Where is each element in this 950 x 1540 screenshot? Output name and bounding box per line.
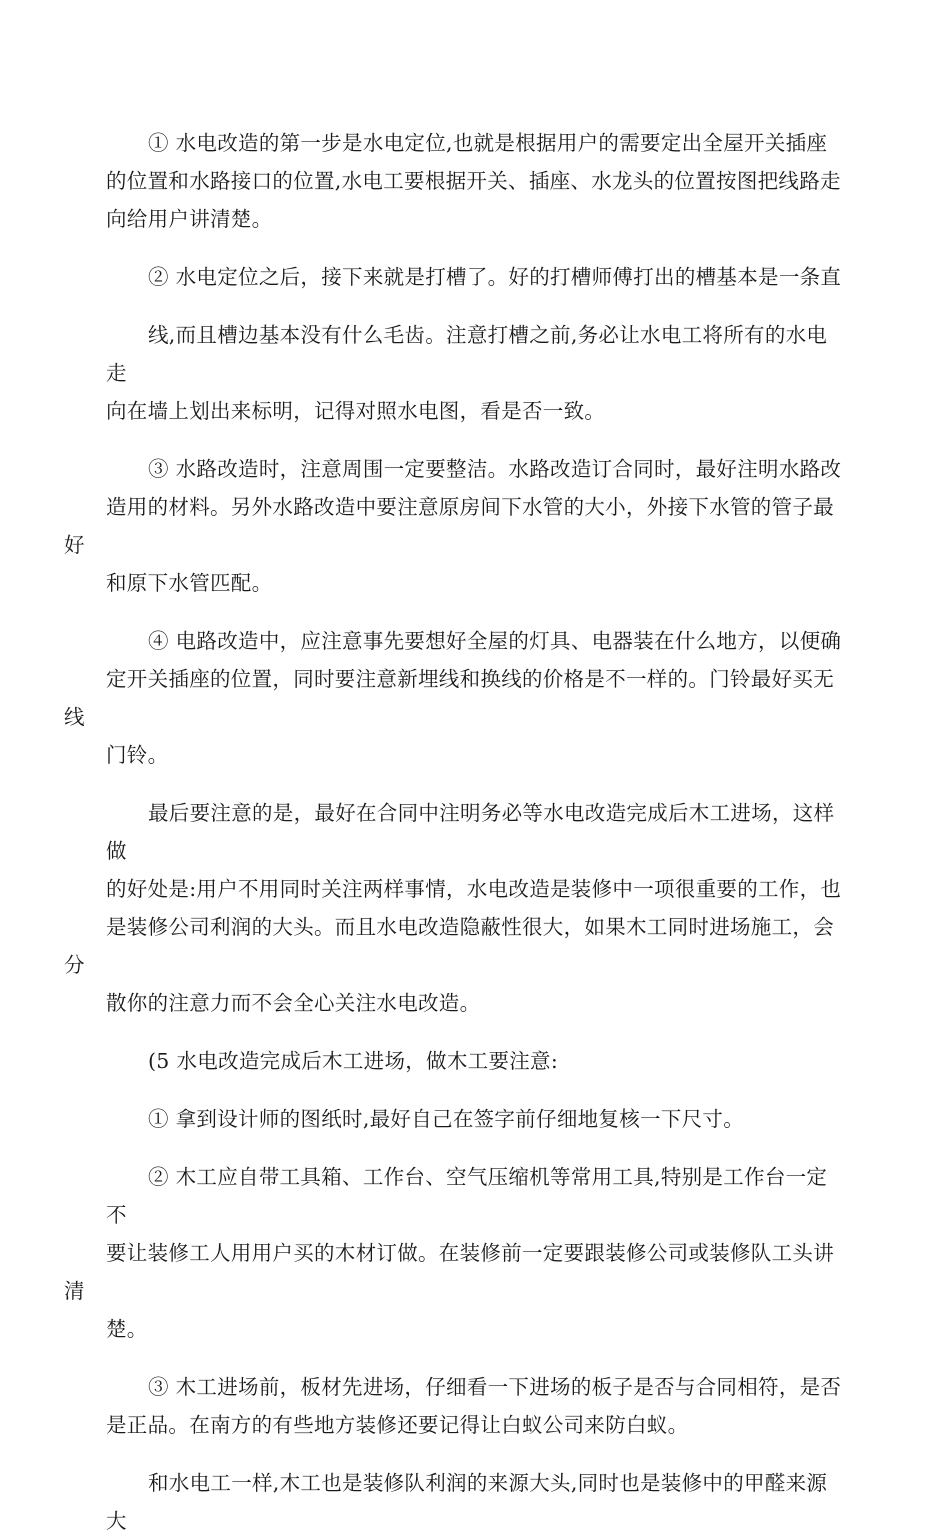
text-line: 定开关插座的位置，同时要注意新埋线和换线的价格是不一样的。门铃最好买无线 <box>64 667 834 729</box>
paragraph-carpentry-step-1 <box>106 1100 842 1138</box>
text-line: 楚。 <box>106 1317 148 1341</box>
paragraph-step-2-grooving <box>106 258 842 296</box>
text-line: ① 拿到设计师的图纸时,最好自己在签字前仔细地复核一下尺寸。 <box>148 1107 745 1131</box>
paragraph-carpentry-closing <box>106 1464 842 1540</box>
text-line: ② 水电定位之后，接下来就是打槽了。好的打槽师傅打出的槽基本是一条直 <box>148 265 842 289</box>
text-line: 向给用户讲清楚。 <box>106 207 273 231</box>
paragraph-final-notes <box>64 794 842 1022</box>
text-line: 要让装修工人用用户买的木材订做。在装修前一定要跟装修公司或装修队工头讲清 <box>64 1241 834 1303</box>
text-line: ③ 水路改造时，注意周围一定要整洁。水路改造订合同时，最好注明水路改 <box>148 457 842 481</box>
paragraph-carpentry-step-2 <box>64 1158 842 1348</box>
text-line: 线,而且槽边基本没有什么毛齿。注意打槽之前,务必让水电工将所有的水电走 <box>106 323 828 385</box>
text-line: 和原下水管匹配。 <box>106 571 273 595</box>
text-line: (5 水电改造完成后木工进场，做木工要注意: <box>148 1049 559 1073</box>
text-line: 的位置和水路接口的位置,水电工要根据开关、插座、水龙头的位置按图把线路走 <box>106 169 841 193</box>
paragraph-step-2-continued <box>106 316 842 430</box>
text-line: 的好处是:用户不用同时关注两样事情，水电改造是装修中一项很重要的工作，也 <box>106 877 842 901</box>
text-line: 和水电工一样,木工也是装修队利润的来源大头,同时也是装修中的甲醛来源大 <box>106 1471 828 1533</box>
paragraph-step-3-water-pipes <box>64 450 842 602</box>
text-line: 是正品。在南方的有些地方装修还要记得让白蚁公司来防白蚁。 <box>106 1413 689 1437</box>
paragraph-section-5-heading <box>106 1042 842 1080</box>
text-line: 散你的注意力而不会全心关注水电改造。 <box>106 991 481 1015</box>
text-line: ① 水电改造的第一步是水电定位,也就是根据用户的需要定出全屋开关插座 <box>148 131 828 155</box>
text-line: ③ 木工进场前，板材先进场，仔细看一下进场的板子是否与合同相符，是否 <box>148 1375 842 1399</box>
text-line: 门铃。 <box>106 743 169 767</box>
text-line: 向在墙上划出来标明，记得对照水电图，看是否一致。 <box>106 399 606 423</box>
paragraph-carpentry-step-3 <box>106 1368 842 1444</box>
document-page <box>64 124 842 1540</box>
text-line: ② 木工应自带工具箱、工作台、空气压缩机等常用工具,特别是工作台一定不 <box>106 1165 828 1227</box>
text-line: 造用的材料。另外水路改造中要注意原房间下水管的大小，外接下水管的管子最好 <box>64 495 834 557</box>
text-line: ④ 电路改造中，应注意事先要想好全屋的灯具、电器装在什么地方，以便确 <box>148 629 842 653</box>
text-line: 最后要注意的是，最好在合同中注明务必等水电改造完成后木工进场，这样做 <box>106 801 835 863</box>
paragraph-step-1-water-electric-positioning <box>106 124 842 238</box>
paragraph-step-4-circuits <box>64 622 842 774</box>
text-line: 是装修公司利润的大头。而且水电改造隐蔽性很大，如果木工同时进场施工，会分 <box>64 915 834 977</box>
